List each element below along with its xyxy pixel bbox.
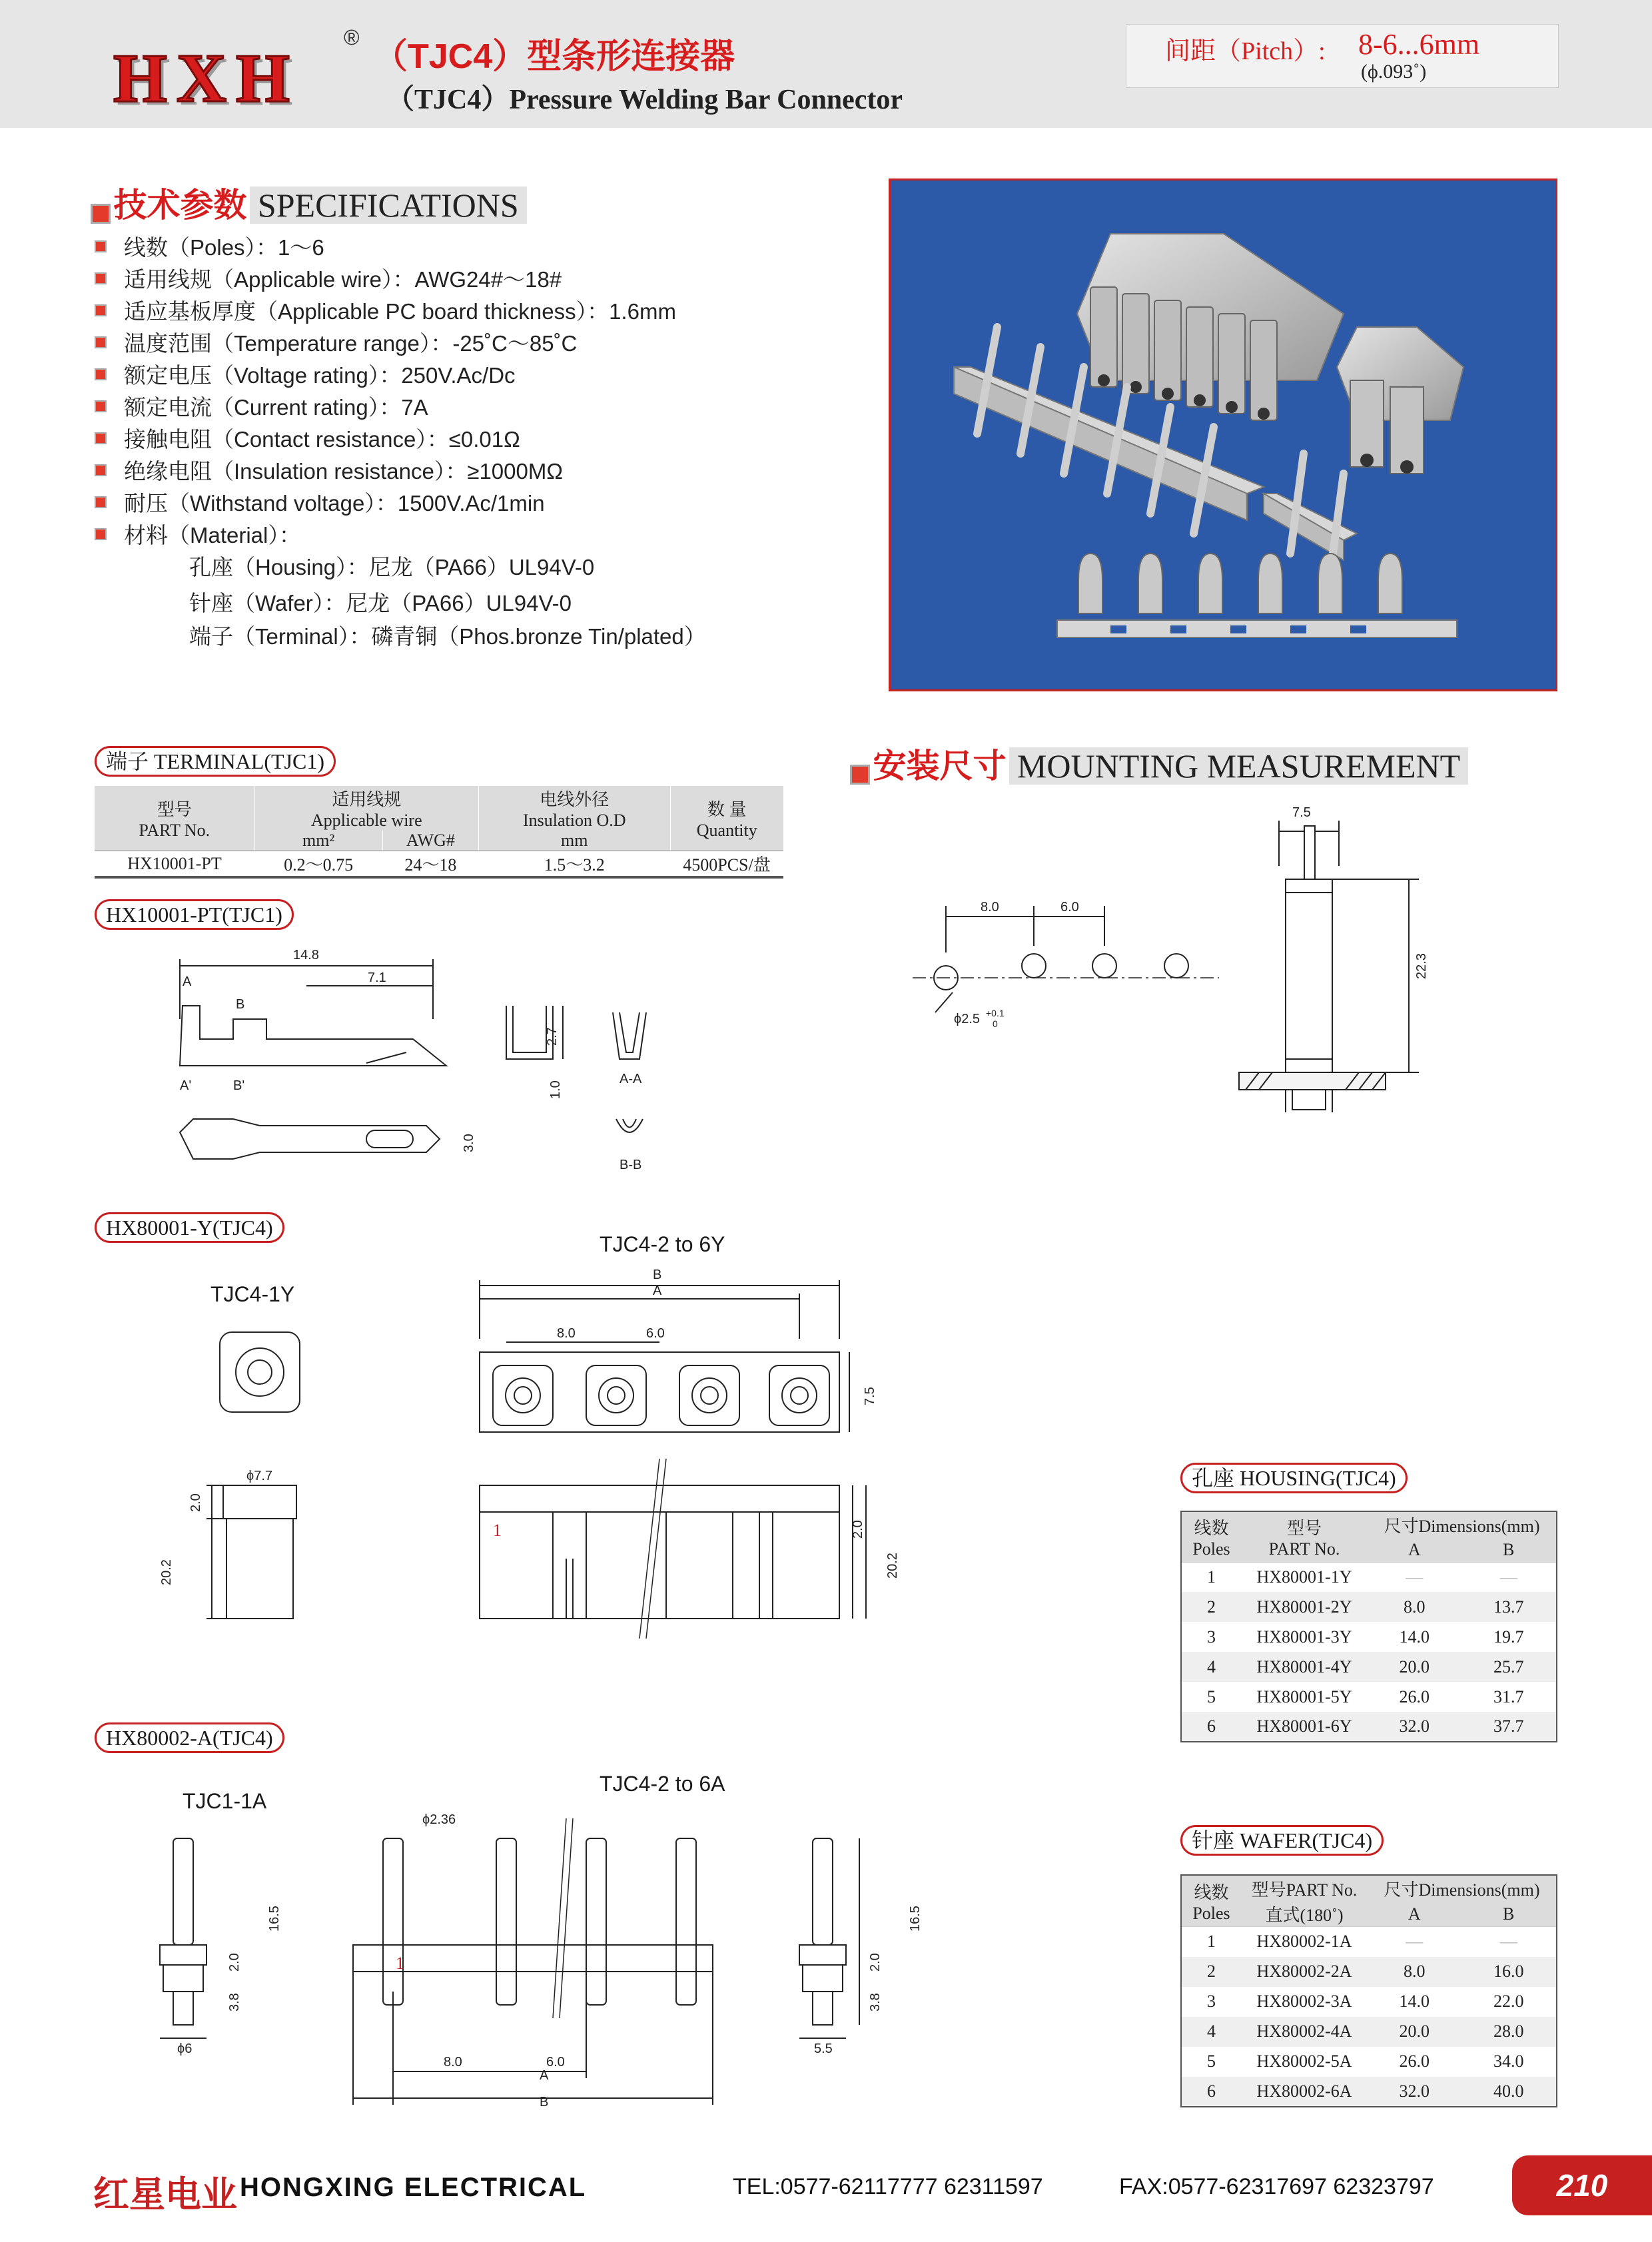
dim-b: B	[540, 2095, 549, 2109]
wafer-drawing	[133, 1792, 933, 2111]
td-b: 19.7	[1493, 1627, 1524, 1647]
td-poles: 1	[1207, 1567, 1216, 1587]
td-poles: 2	[1207, 1597, 1216, 1617]
bullet-icon	[95, 528, 107, 540]
terminal-drawing-label: HX10001-PT(TJC1)	[95, 899, 294, 930]
table-row	[1181, 1712, 1557, 1742]
bullet-icon	[95, 336, 107, 348]
spec-text: 额定电流（Current rating）：7A	[124, 395, 428, 420]
td-poles: 2	[1207, 1962, 1216, 1981]
footer-company-cn: 红星电业	[93, 2175, 237, 2215]
pitch-value: 8-6...6mm	[1358, 28, 1480, 61]
table-row	[1181, 1957, 1557, 1987]
title-chinese: （TJC4）型条形连接器	[373, 37, 735, 76]
table-row	[1181, 2077, 1557, 2107]
dim-6: ϕ6	[177, 2042, 193, 2056]
footer-company-en: HONGXING ELECTRICAL	[240, 2173, 587, 2202]
td-poles: 4	[1207, 1657, 1216, 1677]
section-a-a: A-A	[620, 1072, 642, 1086]
td-a: 32.0	[1399, 1716, 1430, 1736]
td-poles: 4	[1207, 2022, 1216, 2041]
td-poles: 1	[1207, 1932, 1216, 1952]
dim-3-0: 3.0	[462, 1134, 476, 1152]
dim-1-0: 1.0	[548, 1080, 563, 1099]
table-row	[95, 851, 783, 878]
th-poles-cn: 线数	[1194, 1882, 1229, 1902]
th-partno-en: PART No.	[139, 821, 210, 840]
table-row	[1181, 1562, 1557, 1592]
terminal-drawing	[153, 939, 699, 1186]
table-row	[1181, 1927, 1557, 1957]
td-b: 34.0	[1493, 2052, 1524, 2071]
spec-text: 线数（Poles）：1～6	[124, 235, 324, 260]
dim-3-8-right: 3.8	[868, 1993, 883, 2012]
housing-drawing	[133, 1266, 919, 1718]
td-part: HX80001-2Y	[1256, 1597, 1352, 1617]
td-b: —	[1499, 1567, 1517, 1587]
td-b: —	[1499, 1932, 1517, 1952]
spec-text: 耐压（Withstand voltage）：1500V.Ac/1min	[124, 491, 545, 516]
terminal-strip-illustration	[1057, 554, 1457, 637]
td-a: —	[1406, 1932, 1424, 1952]
td-b: 31.7	[1493, 1686, 1524, 1706]
bullet-icon	[95, 464, 107, 476]
pitch-box	[1126, 24, 1559, 88]
dim-2-0-left: 2.0	[189, 1493, 203, 1512]
mounting-heading-en: MOUNTING MEASUREMENT	[1009, 747, 1468, 785]
dim-2-7: 2.7	[545, 1027, 560, 1046]
spec-row	[95, 454, 563, 486]
square-bullet-icon	[850, 765, 870, 785]
dim-22-3: 22.3	[1414, 953, 1429, 979]
dim-5-5: 5.5	[814, 2042, 833, 2056]
td-b: 40.0	[1493, 2081, 1524, 2101]
td-poles: 5	[1207, 1686, 1216, 1706]
table-row	[1181, 1652, 1557, 1682]
td-poles: 6	[1207, 2081, 1216, 2101]
pin-1-marker: 1	[493, 1521, 502, 1540]
th-part-sub: 直式(180˚)	[1265, 1906, 1344, 1925]
bullet-icon	[95, 272, 107, 284]
dim-7-5: 7.5	[1292, 805, 1311, 820]
td-a: 20.0	[1399, 1657, 1430, 1677]
td-b: 25.7	[1493, 1657, 1524, 1677]
page-header	[0, 0, 1652, 128]
td-b: 28.0	[1493, 2022, 1524, 2041]
th-poles-cn: 线数	[1194, 1518, 1229, 1538]
page-number: 210	[1512, 2155, 1652, 2215]
housing-table-label: 孔座 HOUSING(TJC4)	[1180, 1463, 1408, 1493]
label-b-prime: B'	[233, 1078, 245, 1093]
bullet-icon	[95, 496, 107, 508]
th-qty-cn: 数 量	[707, 800, 747, 819]
th-awg: AWG#	[382, 831, 478, 851]
th-part-en: PART No.	[1268, 1539, 1340, 1559]
material-row: 孔座（Housing）：尼龙（PA66）UL94V-0	[189, 555, 595, 579]
dim-16-5-left: 16.5	[267, 1906, 282, 1932]
td-part: HX80001-4Y	[1256, 1657, 1352, 1677]
table-row	[1181, 1592, 1557, 1622]
dim-7-1: 7.1	[368, 970, 386, 985]
dim-2-0-right: 2.0	[851, 1520, 865, 1539]
th-od-unit: mm	[478, 831, 670, 851]
housing-2pole-illustration	[1337, 327, 1463, 474]
td-part: HX80002-2A	[1256, 1962, 1352, 1981]
pitch-sub: (ϕ.093˚)	[1361, 61, 1427, 83]
housing-multi-title: TJC4-2 to 6Y	[600, 1232, 725, 1256]
td-mm: 0.2～0.75	[284, 855, 354, 875]
dim-7-5: 7.5	[863, 1387, 877, 1405]
th-poles	[1181, 1875, 1241, 1927]
td-part: HX80002-6A	[1256, 2081, 1352, 2101]
td-a: 14.0	[1399, 1992, 1430, 2011]
dim-a: A	[653, 1284, 662, 1298]
wafer-2pin-illustration	[1264, 454, 1357, 573]
specs-heading	[91, 179, 527, 226]
dim-b: B	[653, 1268, 662, 1282]
dim-tol-plus: +0.1	[986, 1008, 1005, 1018]
bullet-icon	[95, 432, 107, 444]
footer-fax: FAX:0577-62317697 62323797	[1119, 2174, 1434, 2199]
table-row	[1181, 2017, 1557, 2047]
td-a: 8.0	[1403, 1597, 1426, 1617]
dim-a: A	[540, 2068, 549, 2083]
spec-text: 绝缘电阻（Insulation resistance）：≥1000MΩ	[124, 459, 564, 484]
th-part-cn: 型号	[1286, 1518, 1322, 1538]
td-part: HX80002-4A	[1256, 2022, 1352, 2041]
th-wire-en: Applicable wire	[310, 811, 422, 830]
terminal-table	[95, 786, 783, 879]
th-partno-cn: 型号	[157, 800, 192, 819]
title-english: （TJC4）Pressure Welding Bar Connector	[386, 85, 903, 115]
wafer-table-label: 针座 WAFER(TJC4)	[1180, 1825, 1384, 1856]
housing-6pole-illustration	[1077, 234, 1344, 420]
td-a: —	[1406, 1567, 1424, 1587]
footer-tel: TEL:0577-62117777 62311597	[733, 2174, 1043, 2199]
dim-7-7: ϕ7.7	[246, 1469, 273, 1483]
brand-logo: HXH	[113, 40, 299, 117]
table-row	[1181, 1987, 1557, 2017]
th-qty	[670, 786, 783, 851]
label-a-prime: A'	[180, 1078, 192, 1093]
spec-text: 温度范围（Temperature range）：-25˚C～85˚C	[124, 331, 578, 356]
spec-row	[95, 422, 520, 454]
th-part	[1241, 1511, 1368, 1562]
housing-1y-title: TJC4-1Y	[210, 1282, 295, 1306]
td-part: HX80001-6Y	[1256, 1716, 1352, 1736]
td-poles: 6	[1207, 1716, 1216, 1736]
spec-row	[95, 358, 516, 390]
td-poles: 5	[1207, 2052, 1216, 2071]
spec-row	[95, 326, 577, 358]
table-row	[1181, 1622, 1557, 1652]
th-b: B	[1503, 1539, 1515, 1559]
td-a: 26.0	[1399, 1686, 1430, 1706]
mounting-heading	[850, 739, 1468, 787]
spec-row	[95, 230, 324, 262]
td-poles: 3	[1207, 1627, 1216, 1647]
housing-drawing-label: HX80001-Y(TJC4)	[95, 1212, 284, 1243]
dim-14-8: 14.8	[293, 948, 319, 962]
td-part: HX80001-1Y	[1256, 1567, 1352, 1587]
table-row	[1181, 1682, 1557, 1712]
th-dim: 尺寸Dimensions(mm)	[1384, 1517, 1540, 1536]
td-b: 16.0	[1493, 1962, 1524, 1981]
td-od: 1.5～3.2	[544, 855, 605, 875]
td-b: 22.0	[1493, 1992, 1524, 2011]
pitch-label: 间距（Pitch）:	[1165, 37, 1326, 65]
label-b: B	[236, 997, 245, 1012]
td-a: 8.0	[1403, 1962, 1426, 1981]
bullet-icon	[95, 240, 107, 252]
dim-20-2-left: 20.2	[159, 1559, 174, 1585]
td-part: HX80001-3Y	[1256, 1627, 1352, 1647]
td-a: 26.0	[1399, 2052, 1430, 2071]
td-part: HX80002-1A	[1256, 1932, 1352, 1952]
th-b: B	[1503, 1904, 1515, 1924]
specs-heading-en: SPECIFICATIONS	[250, 187, 527, 224]
th-wire-cn: 适用线规	[332, 790, 402, 809]
wafer-table	[1180, 1874, 1557, 2107]
dim-8-0: 8.0	[444, 2055, 462, 2069]
dim-6-0: 6.0	[546, 2055, 565, 2069]
td-poles: 3	[1207, 1992, 1216, 2011]
specs-heading-cn: 技术参数	[113, 187, 247, 224]
wafer-1a-title: TJC1-1A	[183, 1789, 267, 1813]
material-row: 针座（Wafer）：尼龙（PA66）UL94V-0	[189, 591, 572, 615]
table-row	[1181, 2047, 1557, 2077]
th-partno	[95, 786, 254, 851]
td-b: 13.7	[1493, 1597, 1524, 1617]
dim-2-36: ϕ2.36	[422, 1812, 456, 1827]
dim-2-0-right: 2.0	[868, 1953, 883, 1972]
th-poles-en: Poles	[1192, 1903, 1230, 1923]
td-part: HX80002-5A	[1256, 2052, 1352, 2071]
spec-row	[95, 262, 562, 294]
section-b-b: B-B	[620, 1158, 642, 1172]
spec-text: 额定电压（Voltage rating）：250V.Ac/Dc	[124, 363, 516, 388]
th-mm: mm²	[254, 831, 382, 851]
td-awg: 24～18	[404, 855, 457, 875]
material-row: 端子（Terminal）：磷青铜（Phos.bronze Tin/plated）	[189, 624, 706, 649]
td-a: 32.0	[1399, 2081, 1430, 2101]
dim-8-0: 8.0	[981, 900, 999, 915]
dim-8-0: 8.0	[557, 1326, 576, 1341]
bullet-icon	[95, 304, 107, 316]
terminal-label: 端子 TERMINAL(TJC1)	[95, 746, 336, 777]
dim-tol-zero: 0	[993, 1018, 998, 1029]
th-od-en: Insulation O.D	[522, 811, 626, 830]
mounting-drawing	[906, 799, 1439, 1112]
dim-hole-dia: ϕ2.5	[954, 1012, 981, 1026]
th-dim: 尺寸Dimensions(mm)	[1384, 1880, 1540, 1900]
dim-6-0: 6.0	[646, 1326, 665, 1341]
pin-1-marker: 1	[396, 1954, 404, 1973]
th-poles	[1181, 1511, 1241, 1562]
td-a: 20.0	[1399, 2022, 1430, 2041]
spec-text: 适用线规（Applicable wire）：AWG24#～18#	[124, 267, 562, 292]
td-part: HX80001-5Y	[1256, 1686, 1352, 1706]
td-qty: 4500PCS/盘	[683, 855, 771, 875]
th-wire	[254, 786, 478, 831]
product-photo	[889, 179, 1557, 691]
td-part: HX80002-3A	[1256, 1992, 1352, 2011]
spec-row	[95, 486, 545, 518]
spec-text: 适应基板厚度（Applicable PC board thickness）：1.6mm	[124, 299, 676, 324]
th-a: A	[1408, 1539, 1421, 1559]
td-a: 14.0	[1399, 1627, 1430, 1647]
bullet-icon	[95, 400, 107, 412]
dim-3-8-left: 3.8	[227, 1993, 242, 2012]
th-a: A	[1408, 1904, 1421, 1924]
th-qty-en: Quantity	[696, 821, 757, 840]
square-bullet-icon	[91, 204, 111, 224]
dim-20-2-right: 20.2	[885, 1553, 900, 1579]
td-partno: HX10001-PT	[127, 853, 222, 873]
bullet-icon	[95, 368, 107, 380]
wafer-drawing-label: HX80002-A(TJC4)	[95, 1722, 284, 1753]
wafer-multi-title: TJC4-2 to 6A	[600, 1772, 725, 1796]
th-part: 型号PART No.	[1251, 1880, 1358, 1900]
dim-16-5-right: 16.5	[908, 1906, 923, 1932]
th-od-cn: 电线外径	[540, 790, 610, 809]
td-b: 37.7	[1493, 1716, 1524, 1736]
registered-mark: ®	[344, 25, 360, 49]
dim-6-0: 6.0	[1060, 900, 1079, 915]
spec-row	[95, 518, 301, 550]
spec-row	[95, 390, 428, 422]
connector-illustration	[891, 181, 1557, 691]
spec-text: 接触电阻（Contact resistance）：≤0.01Ω	[124, 427, 520, 452]
mounting-heading-cn: 安装尺寸	[873, 747, 1007, 785]
th-od	[478, 786, 670, 831]
label-a: A	[183, 974, 192, 989]
spec-text: 材料（Material）：	[124, 523, 301, 548]
dim-2-0-left: 2.0	[227, 1953, 242, 1972]
th-poles-en: Poles	[1192, 1539, 1230, 1559]
spec-row	[95, 294, 676, 326]
housing-table	[1180, 1511, 1557, 1742]
